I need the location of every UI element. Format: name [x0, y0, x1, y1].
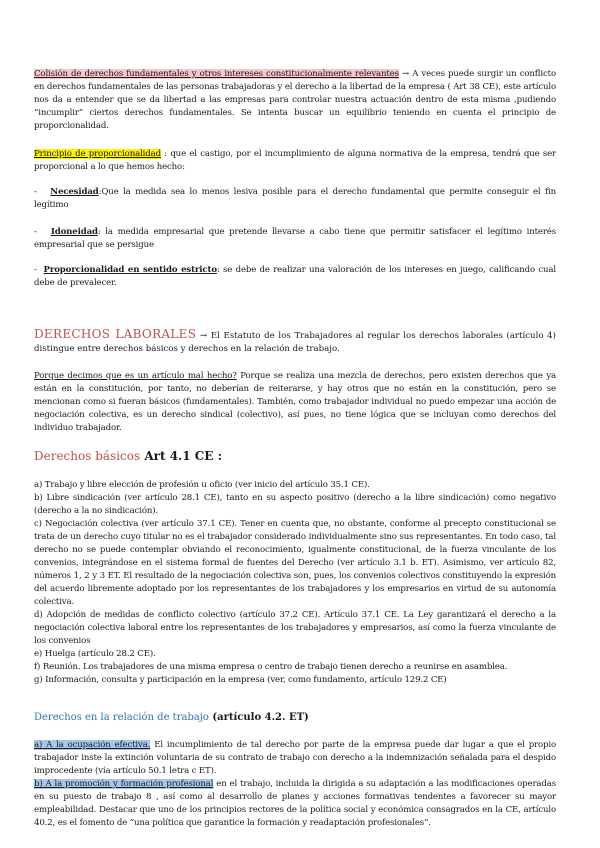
necessity-text: :Que la medida sea lo menos lesiva posible para el derecho fundamental que permite conseguir el fin legítimo — [34, 187, 556, 210]
bullet-dash: - — [34, 227, 37, 237]
strict-term: Proporcionalidad en sentido estricto — [43, 265, 217, 275]
strict-text: : se debe de realizar una valoración de los intereses en juego, calificando cual debe de prevalecer. — [34, 265, 556, 288]
effective-occupation-term: A la ocupación efectiva. — [42, 740, 151, 750]
collision-text: A veces puede surgir un conflicto en derechos fundamentales de las personas trabajadoras y el derecho a la libertad de la empresa ( Art 38 CE), este artículo nos da a entender que se da libertad a las empresas para controlar nuestra actuación dentro de esta misma ,pudiendo “incumplir” ciertos derechos fundamentales. Se intenta buscar un equilibrio teniendo en cuenta el principio de proporcionalidad. — [34, 69, 556, 131]
list-item: g) Información, consulta y participación en la empresa (ver, como fundamento, artículo 129.2 CE) — [34, 675, 447, 685]
work-relation-list — [34, 739, 556, 830]
answer-text: Porque se realiza una mezcla de derechos, pero existen derechos que ya están en la constitución, por tanto, no deberían de reiterarse, y hay otros que no están en la constitución, pero se mencionan como si fueran básicos (fundamentales). También, como trabajador individual no puedo empezar una acción de negociación colectiva, es un derecho sindical (colectivo), así pues, no tiene lógica que se incluyan como derechos del individuo trabajador. — [34, 371, 556, 433]
list-item — [34, 739, 556, 778]
collision-term: Colisión de derechos fundamentales y otros intereses constitucionalmente relevantes — [34, 69, 399, 79]
question-text: Porque decimos que es un artículo mal hecho? — [34, 371, 237, 381]
bullet-necessity — [34, 186, 556, 212]
list-item: d) Adopción de medidas de conflicto colectivo (artículo 37.2 CE). Artículo 37.1 CE. La Ley garantizará el derecho a la negociación colectiva laboral entre los representantes de los trabajadores y empresarios, así como la fuerza vinculante de los convenios — [34, 610, 556, 646]
list-item: e) Huelga (artículo 28.2 CE). — [34, 649, 156, 659]
bullet-dash: - — [34, 187, 37, 197]
item-prefix: a) — [34, 740, 43, 750]
proportionality-term: Principio de proporcionalidad — [34, 149, 161, 159]
list-item: f) Reunión. Los trabajadores de una misma empresa o centro de trabajo tienen derecho a reunirse en asamblea. — [34, 662, 508, 672]
suitability-text: : la medida empresarial que pretende llevarse a cabo tiene que permitir satisfacer el legítimo interés empresarial que se persigue — [34, 227, 556, 250]
list-item: c) Negociación colectiva (ver artículo 37.1 CE). Tener en cuenta que, no obstante, conforme al precepto constitucional se trata de un derecho cuyo titular no es el trabajador considerado individualmente sino sus representantes. En todo caso, tal derecho no se puede contemplar obviando el reconocimiento, igualmente constitucional, de la fuerza vinculante de los convenios, integrándose en el sistema formal de fuentes del Derecho (ver artículo 3.1 b. ET). Asimismo, ver artículo 82, números 1, 2 y 3 ET. El resultado de la negociación colectiva son, pues, los convenios colectivos constituyendo la expresión del acuerdo libremente adoptado por los representantes de los trabajadores y los empresarios en virtud de su autonomía colectiva. — [34, 519, 556, 607]
paragraph-proportionality — [34, 148, 556, 174]
arrow-glyph: → — [402, 69, 410, 79]
basic-rights-label: Derechos básicos — [34, 449, 141, 463]
promotion-text: en el trabajo, incluida la dirigida a su adaptación a las modificaciones operadas en su puesto de trabajo 8 , así como al desarrollo de planes y acciones formativas tendentes a favorecer su mayor empleabilidad. Destacar que uno de los principios rectores de la política social y económica consagrados en la CE, artículo 40.2, es el fomento de “una política que garantice la formación y readaptación profesionales”. — [34, 779, 556, 828]
arrow-glyph: → — [199, 331, 208, 341]
list-item: b) Libre sindicación (ver artículo 28.1 CE), tanto en su aspecto positivo (derecho a la libre sindicación) como negativo (derecho a la no sindicación). — [34, 493, 556, 516]
list-item — [34, 778, 556, 830]
basic-rights-ref: Art 4.1 CE : — [140, 449, 223, 463]
item-prefix: b) — [34, 779, 43, 789]
proportionality-text: : que el castigo, por el incumplimiento de alguna normativa de la empresa, tendrá que ser proporcional a lo que hemos hecho: — [34, 149, 556, 172]
bullet-suitability — [34, 226, 556, 252]
paragraph-question — [34, 370, 556, 435]
effective-occupation-text: El incumplimiento de tal derecho por parte de la empresa puede dar lugar a que el propio trabajador inste la extinción voluntaria de su contrato de trabajo con derecho a la indemnización señalada para el despido improcedente (vía artículo 50.1 letra c ET). — [34, 740, 556, 776]
paragraph-collision — [34, 68, 556, 133]
labor-rights-paragraph — [34, 328, 556, 356]
labor-rights-heading: DERECHOS LABORALES — [34, 327, 197, 341]
bullet-dash: - — [34, 265, 37, 275]
bullet-strict — [34, 264, 556, 290]
work-relation-label: Derechos en la relación de trabajo — [34, 712, 209, 723]
work-relation-heading — [34, 711, 309, 724]
promotion-term: A la promoción y formación profesional — [42, 779, 214, 789]
labor-rights-text: El Estatuto de los Trabajadores al regular los derechos laborales (artículo 4) distingue entre derechos básicos y derechos en la relación de trabajo. — [34, 331, 557, 354]
suitability-term: Idoneidad — [50, 227, 98, 237]
work-relation-ref: (artículo 4.2. ET) — [208, 712, 309, 723]
basic-rights-list — [34, 479, 556, 687]
list-item: a) Trabajo y libre elección de profesión u oficio (ver inicio del artículo 35.1 CE). — [34, 480, 370, 490]
basic-rights-heading — [34, 449, 222, 464]
necessity-term: Necesidad — [50, 187, 99, 197]
